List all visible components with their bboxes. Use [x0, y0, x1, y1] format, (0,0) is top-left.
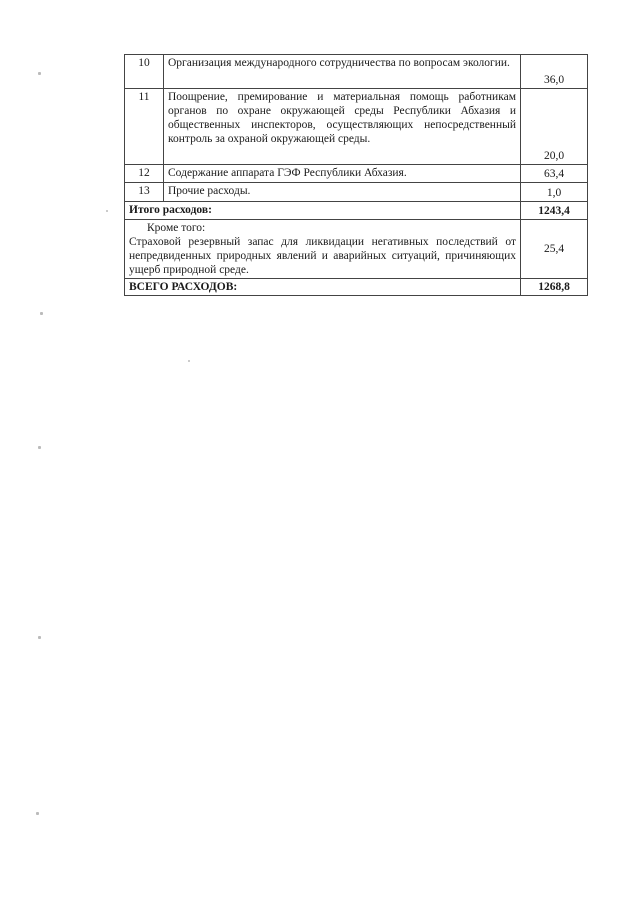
- table-row: [125, 183, 588, 202]
- row-description: Поощрение, премирование и материальная помощь работникам органов по охране окружающей среды Республики Абхазия и общественных инспекторов, осуществляющих непосредственный контроль за охраной окружающей среды.: [164, 89, 521, 165]
- total-amount: 1243,4: [521, 202, 588, 220]
- total-label: Итого расходов:: [125, 202, 521, 220]
- row-description: Содержание аппарата ГЭФ Республики Абхазия.: [164, 165, 521, 183]
- grand-total-row: [125, 279, 588, 296]
- table-row: [125, 55, 588, 89]
- row-amount: 36,0: [521, 55, 588, 89]
- grand-total-label: ВСЕГО РАСХОДОВ:: [125, 279, 521, 296]
- scan-speck: [38, 72, 41, 75]
- total-row: [125, 202, 588, 220]
- row-number: 10: [125, 55, 164, 89]
- grand-total-amount: 1268,8: [521, 279, 588, 296]
- extra-amount: 25,4: [521, 220, 588, 279]
- row-amount: 63,4: [521, 165, 588, 183]
- row-amount: 1,0: [521, 183, 588, 202]
- row-amount: 20,0: [521, 89, 588, 165]
- row-description: Организация международного сотрудничества по вопросам экологии.: [164, 55, 521, 89]
- scan-speck: [106, 210, 108, 212]
- scan-speck: [40, 312, 43, 315]
- extra-cell: [125, 220, 521, 279]
- extra-description: Страховой резервный запас для ликвидации негативных последствий от непредвиденных природных явлений и аварийных ситуаций, причиняющих ущерб природной среде.: [129, 236, 516, 276]
- row-number: 12: [125, 165, 164, 183]
- extra-row: [125, 220, 588, 279]
- table-row: [125, 165, 588, 183]
- table-row: [125, 89, 588, 165]
- scan-speck: [38, 636, 41, 639]
- scan-speck: [38, 446, 41, 449]
- scan-speck: [188, 360, 190, 362]
- scan-speck: [36, 812, 39, 815]
- row-number: 11: [125, 89, 164, 165]
- row-description: Прочие расходы.: [164, 183, 521, 202]
- expenses-table: [124, 54, 588, 296]
- row-number: 13: [125, 183, 164, 202]
- extra-title: Кроме того:: [147, 222, 206, 234]
